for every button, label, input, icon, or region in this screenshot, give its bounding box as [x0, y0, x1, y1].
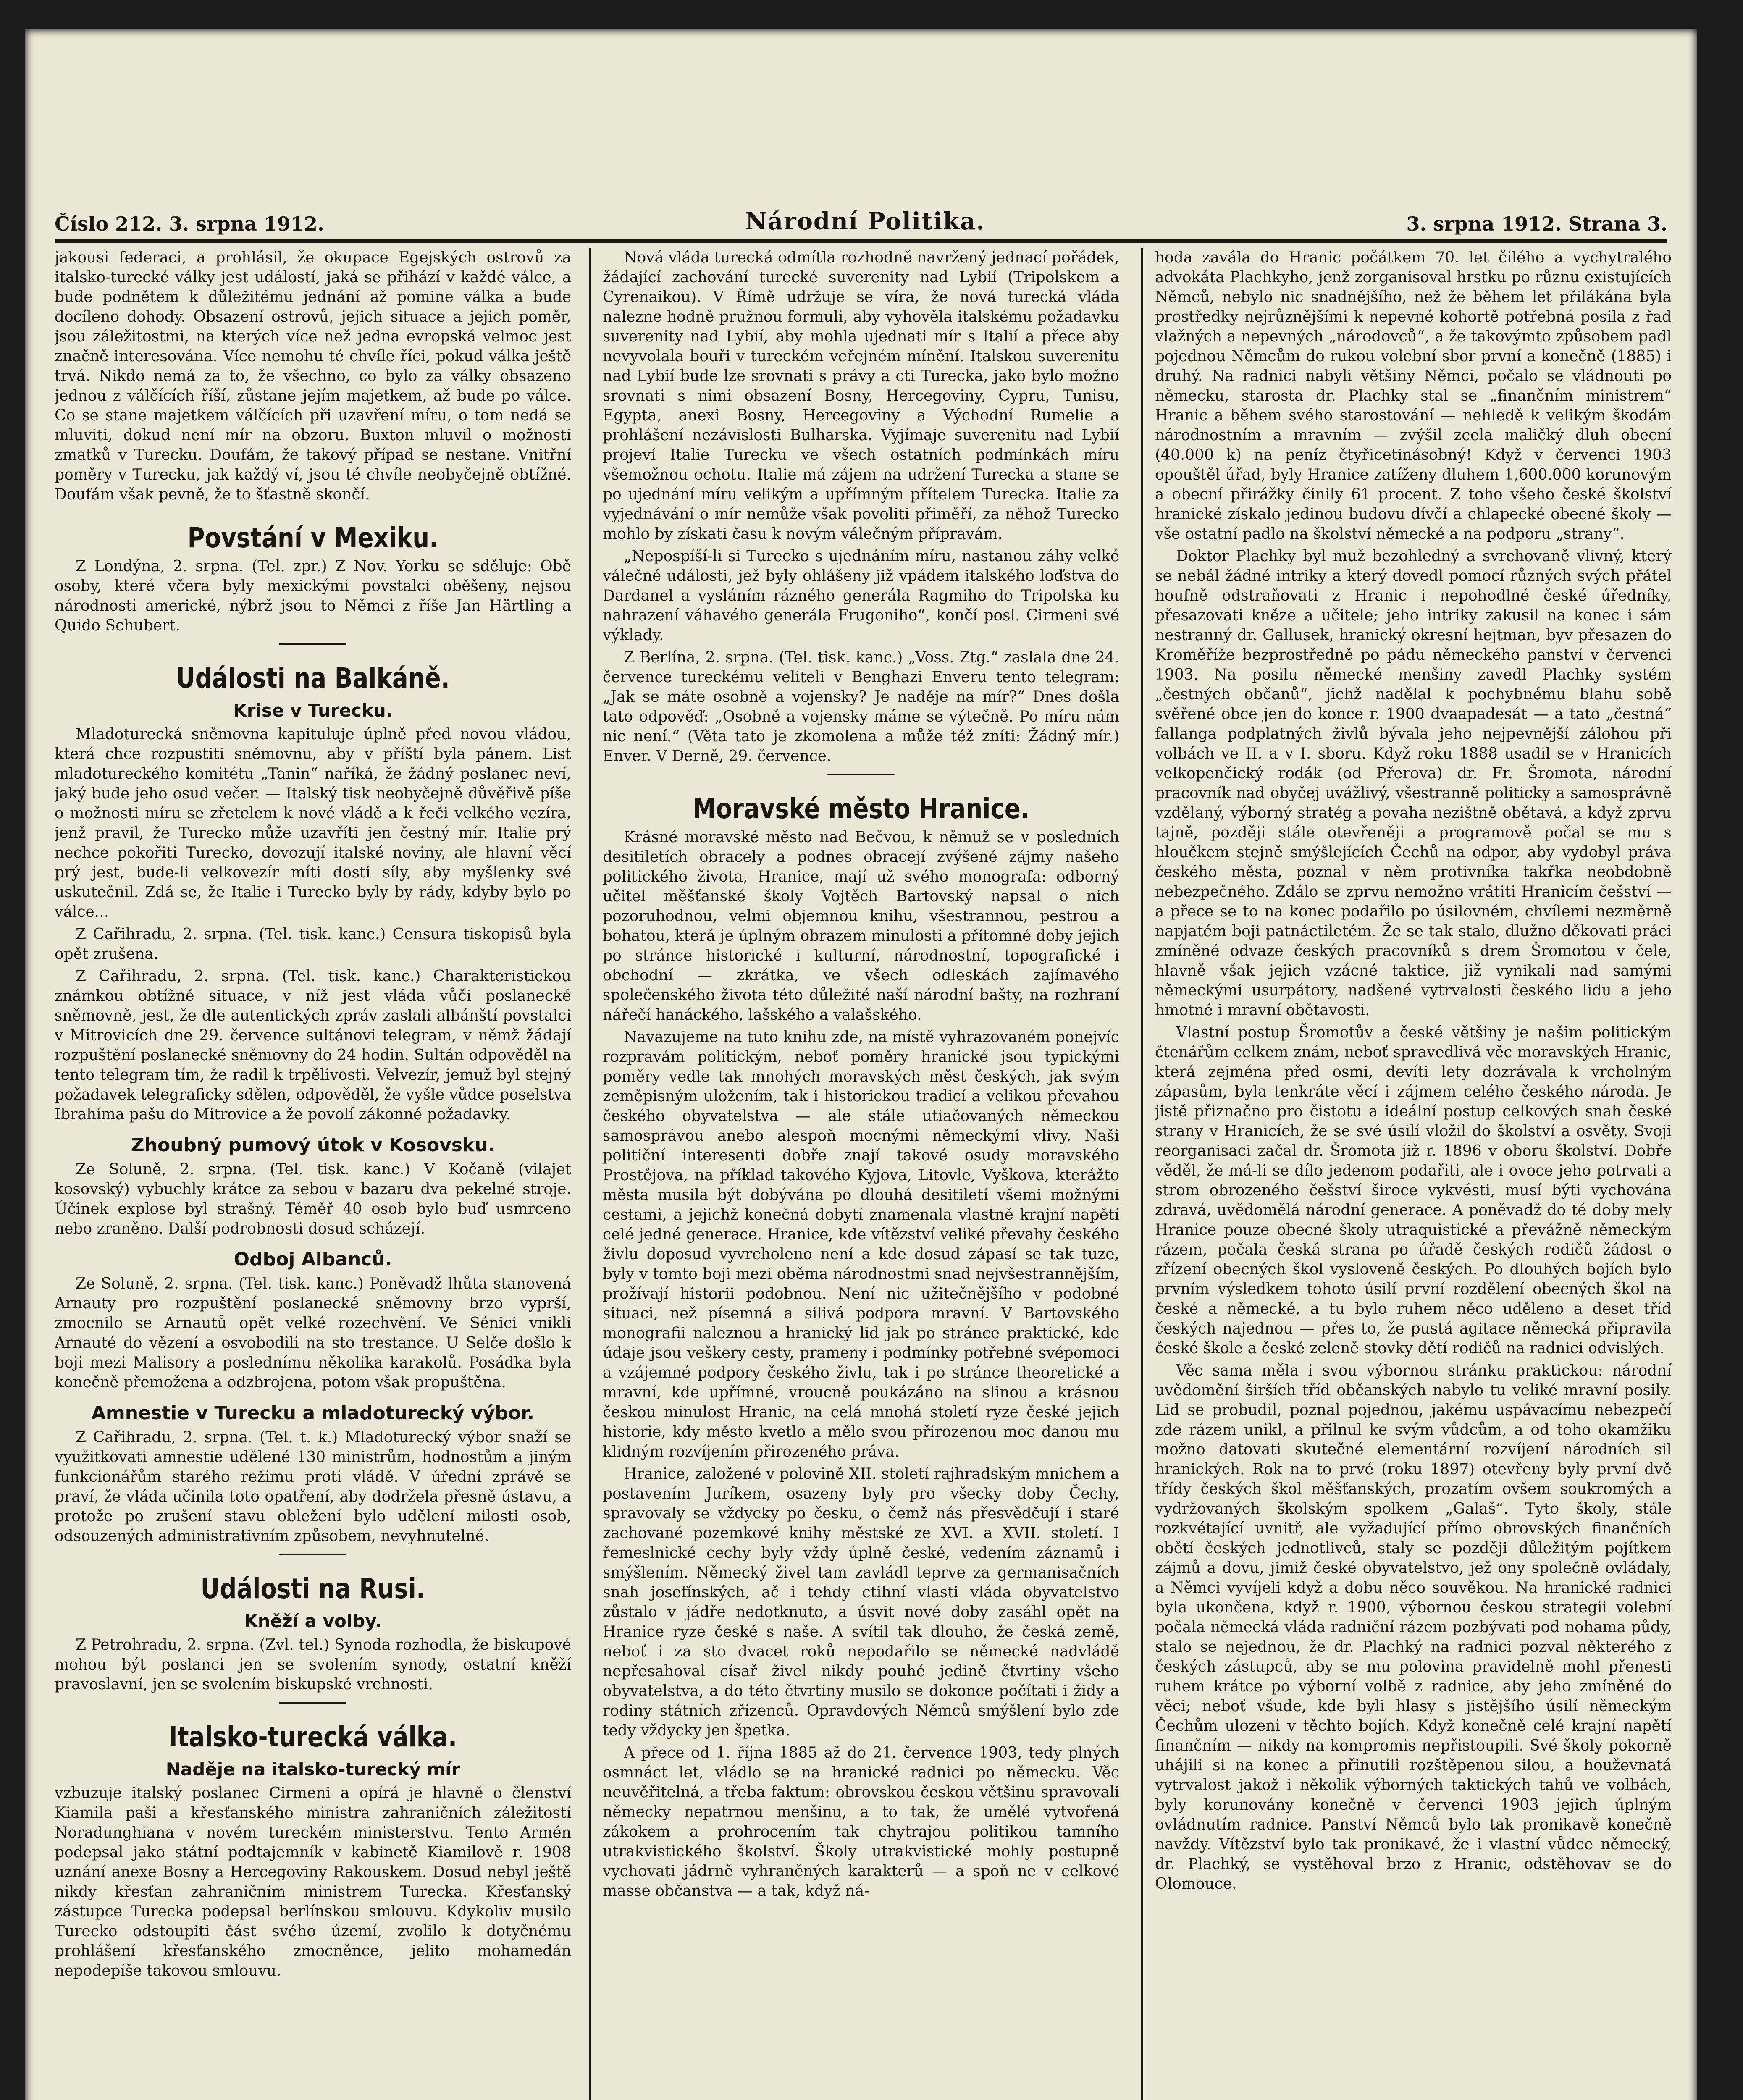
article-text: Z Cařihradu, 2. srpna. (Tel. t. k.) Mladoturecký výbor snaží se využitkovati amnestie udělené 130 ministrům, hodnostům a jiným funkcionářům starého režimu proti vládě. V úřední zprávě se praví, že vláda učinila toto opatření, aby dodržela přesně ústavu, a protože po zrušení stavu obležení bylo udělení milosti osob, odsouzených administrativním způsobem, nevyhnutelné. — [55, 1429, 571, 1545]
column-divider — [1141, 248, 1143, 2100]
subheadline-nadeje: Naděje na italsko-turecký mír — [165, 1759, 460, 1780]
article-text: Doktor Plachky byl muž bezohledný a svrchovaně vlivný, který se nebál žádné intriky a který dovedl pomocí různých svých přátel houfně odstraňovati z Hranic i nepohodlné české úředníky, přesazovati kněze a učitele; jeho intriky zakusil na konec i sám nestranný dr. Gallusek, hranický okresní hejtman, byv přesazen do Kroměříže bezprostředně po pádu německého panství v červenci 1903. Na posilu německé menšiny zavedl Plachky systém „čestných občanů“, jichž nadělal k pochybnému blahu sobě svěřené obce jen do konce r. 1900 dvaapadesát — a tato „čestná“ fallanga podplatných živlů bývala jeho nejpevnější zálohou při volbách ve II. a v I. sboru. Když roku 1888 usadil se v Hranicích velkopenčický rodák (od Přerova) dr. Fr. Šromota, národní pracovník nad obyčej uvážlivý, všestranně politicky a samosprávně vzdělaný, výborný stratég a povaha nezištně obětavá, a když zprvu tajně, později stále otevřeněji a programově počal se mu s hloučkem stejně smýšlejících Čechů na odpor, aby vydobyl práva českého města, poznal v něm protivníka takřka neobdobně nebezpečného. Zdálo se zprvu nemožno vrátiti Hranicím češství — a přece se to na konec podařilo po úsilovném, chvílemi nezměrně napjatém boji patnáctiletém. Že se tak stalo, dlužno děkovati práci zmíněné odvaze českých pracovníků s drem Šromotou v čele, hlavně však jejich vzácné taktice, již vynikali nad samými německými usurpátory, nadšené vytrvalosti českého lidu a jeho hmotné i mravní obětavosti. — [1155, 548, 1672, 1019]
article-text: Hranice, založené v polovině XII. století rajhradským mnichem a postavením Juríkem, osazeny byly pro všecky doby Čechy, spravovaly se vždycky po česku, o čemž nás přesvědčují i staré zachované pozemkové knihy městské ze XVI. a XVII. století. I řemeslnické cechy byly vždy úplně české, vedením záznamů i smýšlením. Německý živel tam zavládl teprve za germanisačních snah josefínských, ač i tehdy ctihní vlasti vláda obyvatelstvo zůstalo v jádře nedotknuto, a úsvit nové doby zasáhl opět na Hranice ryze české s naše. A svítil tak dlouho, že česká země, neboť i za sto dvacet roků nepodařilo se německé nadvládě nepřesahoval císař živel nikdy pouhé jedině čtvrtiny všeho obyvatelstva, a do této čtvrtiny musilo se dokonce počítati i židy a rodiny státních zřízenců. Opravdových Němců smýšlení bylo zde tedy vždycky jen špetka. — [603, 1465, 1119, 1739]
article-text: A přece od 1. října 1885 až do 21. července 1903, tedy plných osmnáct let, vládlo se na hranické radnici po německu. Věc neuvěřitelná, a třeba faktum: obrovskou českou většinu spravovali německy nepatrnou menšinu, a to tak, že umělé vytvořená zákokem a prohrocením tak chytrajou politikou tamního utrakvistického školství. Školy utrakvistické mohly postupně vychovati jádrně vyhraněných karakterů — a spoň ne v celkové masse občanstva — a tak, když ná- — [603, 1744, 1119, 1900]
page-header — [55, 189, 1667, 243]
headline-balkan: Události na Balkáně. — [176, 662, 450, 694]
article-text: Vlastní postup Šromotův a české většiny je našim politickým čtenářům celkem znám, neboť spravedlivá věc moravských Hranic, která zejména před osmi, devíti lety dozrávala k vrcholným zápasům, byla tenkráte věcí i zájmem celého českého národa. Je jistě přiznačno pro čistotu a ideální postup celkových snah české strany v Hranicích, že se své úsilí vložil do školství a osvěty. Svoji reorganisaci začal dr. Šromota již r. 1896 v oboru školství. Dobře věděl, že má-li se dílo jedenom podařiti, ale i ovoce jeho potrvati a strom obrozeného češství široce vykvésti, musí býti vychována zdravá, uvědomělá národní generace. A poněvadž do té doby mely Hranice pouze obecné školy utraquistické a převážně německým rázem, počala česká strana po úřadě českých rodičů žádost o zřízení obecných škol vysloveně českých. Po dlouhých bojích bylo prvním výsledkem tohoto úsilí první rozdělení obecných škol na české a německé, a tu bylo ruhem něco uděleno a deset tříd českých najednou — přes to, že pustá agitace německá připravila české škole a české zeleně stovky dětí rodičů na radnici odvislých. — [1155, 1024, 1672, 1357]
article-text: jakousi federaci, a prohlásil, že okupace Egejských ostrovů za italsko-turecké války jest událostí, jaká se přihází v každé válce, a bude podnětem k důležitému jednání až pomine válka a bude docíleno dohody. Obsazení ostrovů, jejich situace a jejich poměr, jsou záležitostmi, na kterých více než jedna evropská velmoc jest značně interesována. Více nemohu té chvíle říci, pokud válka ještě trvá. Nikdo nemá za to, že všechno, co bylo za války obsazeno jednou z válčících říší, zůstane jejím majetkem, až bude po válce. Co se stane majetkem válčících při uzavření míru, o tom nedá se mluviti, dokud není mír na obzoru. Buxton mluvil o možnosti zmatků v Turecku. Doufám, že takový případ se nestane. Vnitřní poměry v Turecku, jak každý ví, jsou té chvíle neobyčejně obtížné. Doufám však pevně, že to šťastně skončí. — [55, 249, 571, 503]
article-text: Z Berlína, 2. srpna. (Tel. tisk. kanc.) „Voss. Ztg.“ zaslala dne 24. července tureckému veliteli v Benghazi Enveru tento telegram: „Jak se máte osobně a vojensky? Je naděje na mír?“ Dnes došla tato odpověď: „Osobně a vojensky máme se výtečně. Po míru nám nic není.“ (Věta tato je zkomolena a může též zníti: Žádný mír.) Enver. V Derně, 29. července. — [603, 649, 1119, 765]
article-text: Nová vláda turecká odmítla rozhodně navržený jednací pořádek, žádající zachování turecké suverenity nad Lybií (Tripolskem a Cyrenaikou). V Římě udržuje se víra, že nová turecká vláda nalezne hodně pružnou formuli, aby vyhověla italskému požadavku suverenity nad Lybií, aby mohla ujednati mír s Italií a přece aby nevyvolala bouři v tureckém veřejném mínění. Italskou suverenitu nad Lybií bude lze srovnati s právy a cti Turecka, jako bylo možno srovnati s nimi obsazení Bosny, Hercegoviny, Cypru, Tunisu, Egypta, anexi Bosny, Hercegoviny a Východní Rumelie a prohlášení nezávislosti Bulharska. Vyjímaje suverenitu nad Lybií projeví Italie Turecku ve všech ostatních podmínkách míru všemožnou ochotu. Italie má zájem na udržení Turecka a stane se po ujednání míru velikým a upřímným přítelem Turecka. Italie za vyjednávání o mír nemůže však povoliti přiměří, za něhož Turecko mohlo by získati času k novým válečným přípravám. — [603, 249, 1119, 543]
subheadline-knezi: Kněží a volby. — [244, 1611, 382, 1631]
issue-info: Číslo 212. 3. srpna 1912. — [55, 213, 324, 235]
article-text: Krásné moravské město nad Bečvou, k němuž se v posledních desitiletích obracely a podnes obracejí zvýšené zájmy našeho politického života, Hranice, mají už svého monografa: odborný učitel měšťanské školy Vojtěch Bartovský napsal o nich pozoruhodnou, velmi objemnou knihu, všestrannou, pestrou a bohatou, která je úplným obrazem minulosti a přítomné doby jejich po stránce historické i kulturní, národnostní, topografické i obchodní — zkrátka, ve všech odleskách zajímavého společenského života této důležité naší národní bašty, na rozhraní nářečí hanáckého, lašského a valašského. — [603, 829, 1119, 1024]
headline-rusi: Události na Rusi. — [200, 1572, 425, 1605]
section-divider — [279, 1702, 346, 1704]
article-text: Z Cařihradu, 2. srpna. (Tel. tisk. kanc.) Censura tiskopisů byla opět zrušena. — [55, 926, 571, 963]
article-text: Ze Soluně, 2. srpna. (Tel. tisk. kanc.) Poněvadž lhůta stanovená Arnauty pro rozpuštění poslanecké sněmovny brzo vyprší, zmocnilo se Arnautů opět velké rozechvění. Ve Sénici vnikli Arnauté do vězení a osvobodili na sto trestance. U Selče došlo k boji mezi Malisory a poslednímu několika karakolů. Posádka byla konečně přemožena a odzbrojena, potom však propuštěna. — [55, 1275, 571, 1391]
article-text: Z Petrohradu, 2. srpna. (Zvl. tel.) Synoda rozhodla, že biskupové mohou být poslanci jen se svolením synody, ostatní kněží pravoslavní, jen se svolením biskupské vrchnosti. — [55, 1636, 571, 1693]
section-divider — [827, 774, 895, 775]
article-text: Mladoturecká sněmovna kapituluje úplně před novou vládou, která chce rozpustiti sněmovnu, aby v příští byla pánem. List mladotureckého komitétu „Tanin“ naříká, že žádný poslanec neví, jaký bude jeho osud večer. — Italský tisk neobyčejně důvěřivě píše o možnosti míru se zřetelem k nové vládě a k řeči velkého vezíra, jenž pravil, že Turecko může uzavříti jen čestný mír. Italie prý nechce pokořiti Turecko, dovozují italské noviny, ale hlavní věcí prý jest, bude-li velkovezír míti dosti síly, aby myšlenky své uskutečnil. Zdá se, že Italie i Turecko byly by rády, kdyby bylo po válce... — [55, 726, 571, 921]
article-text: „Nepospíší-li si Turecko s ujednáním míru, nastanou záhy velké válečné události, jež byly ohlášeny již vpádem italského loďstva do Dardanel a vysláním rázného generála Ragmiho do Tripolska ku nahrazení váhavého generála Frugoniho“, končí posl. Cirmeni své výklady. — [603, 548, 1119, 644]
article-text: Ze Soluně, 2. srpna. (Tel. tisk. kanc.) V Kočaně (vilajet kosovský) vybuchly krátce za sebou v bazaru dva pekelné stroje. Účinek explose byl strašný. Téměř 40 osob bylo buď usmrceno nebo zraněno. Další podrobnosti dosud scházejí. — [55, 1161, 571, 1237]
headline-hranice: Moravské město Hranice. — [692, 793, 1030, 825]
article-text: hoda zavála do Hranic počátkem 70. let čilého a vychytralého advokáta Plachkyho, jenž zorganisoval hrstku po různu existujících Němců, nebylo nic snadnějšího, než že během let přilákána byla prostředky nejrůznějšími k nepevné kohortě potřebná posila z řad vlažných a nepevných „národovců“, a že takovýmto způsobem padl pojednou Němcům do rukou volební sbor první a konečně (1885) i druhý. Na radnici nabyli většiny Němci, počalo se vládnouti po německu, starosta dr. Plachky stal se „finančním ministrem“ Hranic a během svého starostování — nehledě k velikým škodám národnostním a mravním — zvýšil zcela maličký dluh obecní (40.000 k) na peníz čtyřicetinásobný! Když v červenci 1903 opouštěl úřad, byly Hranice zatíženy dluhem 1,600.000 korunovým a obecní přirážky činily 61 procent. Z toho všeho české školství hranické získalo jedinou budovu dívčí a chlapecké obecné školy — vše ostatní padlo na školství německé a na podporu „strany“. — [1155, 249, 1672, 543]
subheadline-odboj: Odboj Albanců. — [234, 1249, 392, 1270]
article-text: Z Londýna, 2. srpna. (Tel. zpr.) Z Nov. Yorku se sděluje: Obě osoby, které včera byly mexickými povstalci oběšeny, nejsou národnosti americké, nýbrž jsou to Němci z říše Jan Härtling a Quido Schubert. — [55, 558, 571, 634]
subheadline-zhoubny: Zhoubný pumový útok v Kosovsku. — [131, 1134, 495, 1156]
headline-italsko: Italsko-turecká válka. — [168, 1721, 457, 1753]
page-info: 3. srpna 1912. Strana 3. — [1406, 213, 1667, 235]
article-text: Věc sama měla i svou výbornou stránku praktickou: národní uvědomění širších tříd občanských nabylo tu veliké mravní posily. Lid se probudil, poznal pojednou, jakému uspávacímu nebezpečí zde rázem unikl, a přilnul ke svým vůdcům, a od toho okamžiku možno datovati skutečné elementární rozvíjení národních sil hranických. Rok na to prvé (roku 1897) otevřeny byly první dvě třídy českých škol měšťanských, prozatím ovšem soukromých a vydržovaných školským spolkem „Galaš“. Tyto školy, stále rozkvétající uvnitř, ale vyžadující přímo obrovských finančních obětí českých jednotlivců, staly se později důležitým pojítkem zájmů a dovu, jimiž české obyvatelstvo, jež ony společně ovládaly, a Němci vyvíjeli když a dobu něco souvěkou. Na hranické radnici byla ukončena, když r. 1900, výbornou českou strategii volební počala německá vláda radniční rázem pozbývati pod nohama půdy, stalo se nejednou, že dr. Plachký na radnici pozval některého z českých zástupců, aby se mu polovina pravidelně mohl přenesti ruhem krátce po výborní volbě z radnice, aby jeho zmíněné do věci; neboť všude, kde byli hlasy s jistějšího úsilí německým Čechům ulozeni v těchto bojích. Když konečně celé krajní napětí finančním — nikdy na kompromis nepřistoupili. Své školy pokorně uhájili si na konec a přinutili rozštěpenou silou, a houževnatá vytrvalost jakož i několik výborných taktických tahů ve volbách, byly korunovány konečně v červenci 1903 jejich úplným ovládnutím radnice. Panství Němců bylo tak pronikavě konečně navždy. Vítězství bylo tak pronikavé, že i vlastní vůdce německý, dr. Plachký, se vystěhoval brzo z Hranic, odstěhovav se do Olomouce. — [1155, 1362, 1672, 1893]
subheadline-krise: Krise v Turecku. — [233, 700, 393, 721]
column-2 — [603, 248, 1119, 2100]
article-text: Navazujeme na tuto knihu zde, na místě vyhrazovaném ponejvíc rozpravám politickým, neboť poměry hranické jsou typickými poměry vedle tak mnohých moravských měst českých, jak svým zeměpisným uložením, tak i historickou tradicí a velikou převahou českého obyvatelstva — ale stále utiačovaných německou samosprávou anebo alespoň mocnými německými vlivy. Naši političní interesenti dobře znají takové osudy moravského Prostějova, na příklad takového Kyjova, Litovle, Vyškova, kterážto města musila být dobývána po dlouhá desitiletí všemi možnými cestami, a jejichž konečná dobytí znamenala vlastně krajní napětí celé jedné generace. Hranice, kde vítězství veliké převahy českého živlu doposud vyvrcholeno není a kde dosud zápasí se tak tuze, byly v tomto boji mezi oběma národnostmi snad nejvšestrannějším, prožívají historii podobnou. Není nic užitečnějšího v podobné situaci, než písemná a silivá podpora mravní. V Bartovského monografii naleznou a hranický lid jak po stránce praktické, kde údaje jsou veškery cesty, prameny i podmínky potřebné svépomoci a vzájemné podpory českého živlu, tak i po stránce theoretické a mravní, kde upřímné, vroucně poukázáno na slinou a krásnou českou minulost Hranic, na celá mnohá století ryze české jejich historie, kdy město kvetlo a mělo svou přirozenou moc danou mu klidným rozvíjením přirozeného práva. — [603, 1029, 1119, 1460]
article-text: Z Cařihradu, 2. srpna. (Tel. tisk. kanc.) Charakteristickou známkou obtížné situace, v níž jest vláda vůči poslanecké sněmovně, jest, že dle autentických zpráv zaslali albánští povstalci v Mitrovicích dne 29. července sultánovi telegram, v němž žádají rozpuštění poslanecké sněmovny do 24 hodin. Sultán odpověděl na tento telegram tím, že radil k trpělivosti. Velvezír, jemuž byl stejný požadavek telegraficky sdělen, odpověděl, že vyšle vůdce poselstva Ibrahima pašu do Mitrovice a že povolí zákonné požadavky. — [55, 968, 571, 1123]
headline-mexiko: Povstání v Mexiku. — [187, 522, 438, 554]
subheadline-amnestie: Amnestie v Turecku a mladoturecký výbor. — [91, 1402, 535, 1424]
column-1 — [55, 248, 571, 2100]
masthead: Národní Politika. — [745, 207, 985, 235]
section-divider — [279, 643, 346, 645]
section-divider — [279, 1554, 346, 1555]
column-3 — [1155, 248, 1672, 2100]
column-divider — [589, 248, 591, 2100]
newspaper-page — [25, 29, 1697, 2100]
article-text: vzbuzuje italský poslanec Cirmeni a opírá je hlavně o členství Kiamila paši a křesťanského ministra zahraničních záležitostí Noradunghiana v novém tureckém ministerstvu. Tento Armén podepsal jako státní podtajemník v kabinetě Kiamilově r. 1908 uznání anexe Bosny a Hercegoviny Rakouskem. Dosud nebyl ještě nikdy křesťan zahraničním ministrem Turecka. Křesťanský zástupce Turecka podepsal berlínskou smlouvu. Kdykoliv musilo Turecko odstoupiti část svého území, zvolilo k dotyčnému prohlášení křesťanského zmocněnce, jelito mohamedán nepodepíše takovou smlouvu. — [55, 1785, 571, 1979]
